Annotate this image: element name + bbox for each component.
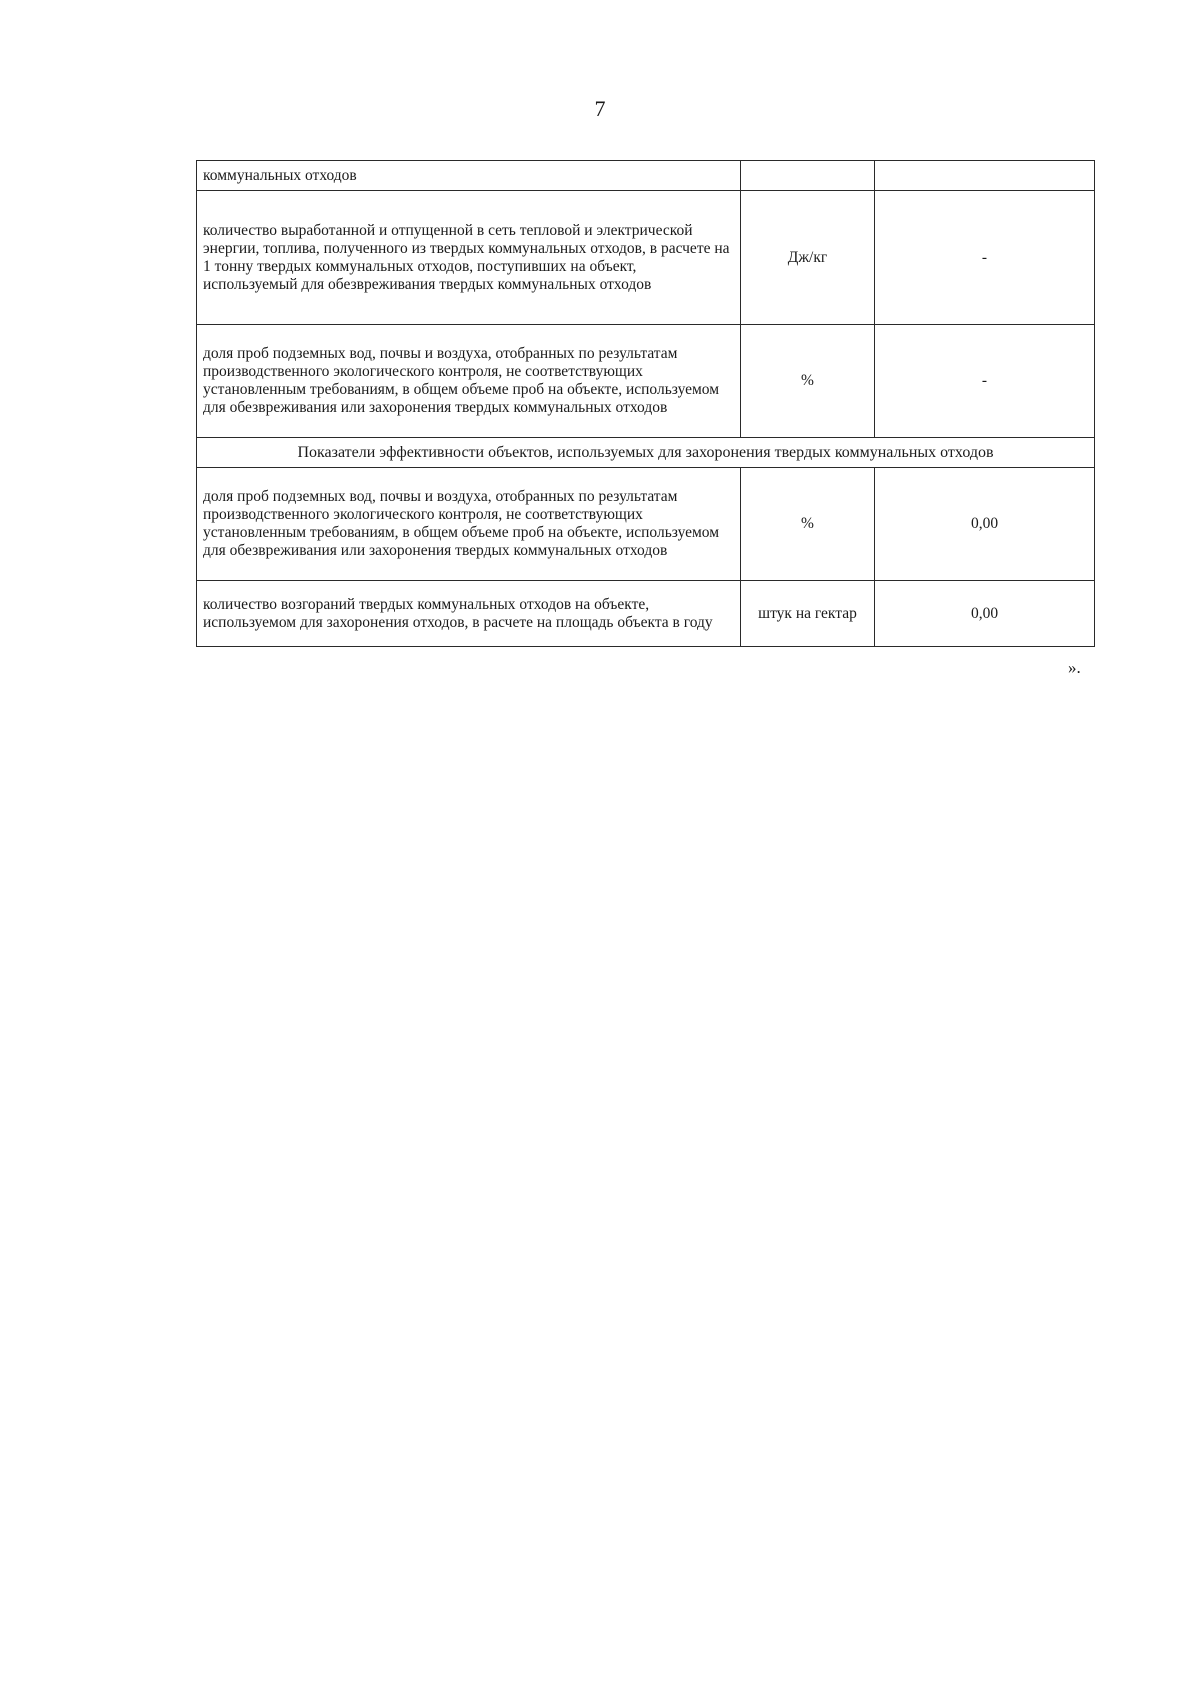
indicators-table (196, 160, 1095, 647)
indicator-unit: Дж/кг (741, 191, 875, 325)
indicator-description: коммунальных отходов (197, 161, 741, 191)
section-heading: Показатели эффективности объектов, используемых для захоронения твердых коммунальных отходов (197, 438, 1095, 468)
closing-quote: ». (1068, 658, 1081, 677)
indicator-value: - (875, 191, 1095, 325)
section-heading-row (197, 438, 1095, 468)
table-row (197, 581, 1095, 647)
indicator-unit (741, 161, 875, 191)
indicator-value (875, 161, 1095, 191)
indicator-description: количество выработанной и отпущенной в сеть тепловой и электрической энергии, топлива, полученного из твердых коммунальных отходов, в расчете на 1 тонну твердых коммунальных отходов, поступивших на объект, используемый для обезвреживания твердых коммунальных отходов (197, 191, 741, 325)
indicator-description: доля проб подземных вод, почвы и воздуха, отобранных по результатам производственного экологического контроля, не соответствующих установленным требованиям, в общем объеме проб на объекте, используемом для обезвреживания или захоронения твердых коммунальных отходов (197, 468, 741, 581)
indicator-unit: % (741, 468, 875, 581)
indicator-value: - (875, 325, 1095, 438)
indicator-description: количество возгораний твердых коммунальных отходов на объекте, используемом для захоронения отходов, в расчете на площадь объекта в году (197, 581, 741, 647)
table-row (197, 325, 1095, 438)
table-row (197, 468, 1095, 581)
indicator-value: 0,00 (875, 581, 1095, 647)
indicator-unit: штук на гектар (741, 581, 875, 647)
indicator-unit: % (741, 325, 875, 438)
table-row (197, 191, 1095, 325)
indicator-description: доля проб подземных вод, почвы и воздуха, отобранных по результатам производственного экологического контроля, не соответствующих установленным требованиям, в общем объеме проб на объекте, используемом для обезвреживания или захоронения твердых коммунальных отходов (197, 325, 741, 438)
indicator-value: 0,00 (875, 468, 1095, 581)
page-number: 7 (594, 96, 606, 121)
table-row (197, 161, 1095, 191)
